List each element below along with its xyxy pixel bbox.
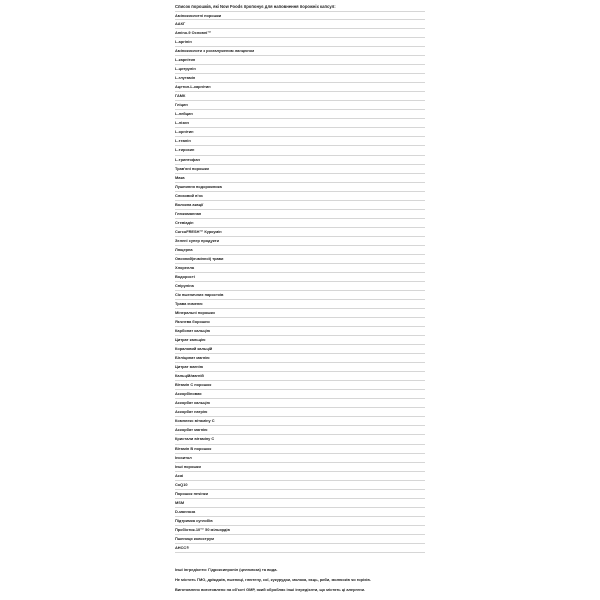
list-item: Інші порошки [175,463,425,472]
list-item: Мака [175,174,425,183]
list-item: Волокна акації [175,201,425,210]
list-item: L-карнітин [175,56,425,65]
list-item: Бігліцинат магнію [175,354,425,363]
list-item: Трав'яні порошки [175,165,425,174]
list-item: Порошок печінки [175,490,425,499]
list-item: Амінокислотні порошки [175,11,425,20]
list-item: Гліцин [175,101,425,110]
list-item: Овсяний(ячмінної) трави [175,255,425,264]
list-item: Ацетил-L-карнітин [175,83,425,92]
list-item: Аскорбат магнію [175,426,425,435]
list-item: L-триптофан [175,156,425,165]
list-item: Слизовий в'яз [175,192,425,201]
note-facility: Виготовлено виготовлено на об'єкті GMP, який обробляє інші інгредієнти, що містять ці алергени. [175,587,366,592]
list-item: Карбонат кальцію [175,327,425,336]
list-item: AHCC® [175,544,425,553]
list-item: Аскорбіновая [175,390,425,399]
list-item: Аскорбат кальцію [175,399,425,408]
list-item: Люцерна [175,246,425,255]
list-item: Кальцій/магній [175,372,425,381]
list-item: Цитрат кальцію [175,336,425,345]
list-item: CoQ10 [175,481,425,490]
list-item: Acai [175,472,425,481]
list-item: L-глутамін [175,74,425,83]
list-item: Зелені супер продукти [175,237,425,246]
list-item: Інозитол [175,454,425,463]
list-item: Вітамін С порошок [175,381,425,390]
list-item: L-цитрулін [175,65,425,74]
note-ingredients: Інші інгредієнти: Гідроксипропіл (целюлоза) та вода. [175,568,278,572]
list-item: D-манноза [175,508,425,517]
list-item: Яєчнева борошно [175,318,425,327]
list-item: Вітамін В порошок [175,445,425,454]
list-item: Стевіадін [175,219,425,228]
list-item: Сік пшеничних паростків [175,291,425,300]
list-item: Пшениця колострум [175,535,425,544]
list-item: ГАМК [175,92,425,101]
list-item: MSM [175,499,425,508]
list-item: CurcuFRESH™ Куркумін [175,228,425,237]
list-item: Кораловий кальцій [175,345,425,354]
list-item: Цитрат магнію [175,363,425,372]
list-item: Хлорелла [175,264,425,273]
list-item: Підтримка суглобів [175,517,425,526]
list-item: Спіруліна [175,282,425,291]
list-item: Amino-9 Основні™ [175,29,425,38]
list-item: L-тирозин [175,146,425,155]
list-item: Глюкоманнан [175,210,425,219]
list-item: ААКГ [175,20,425,29]
powder-list [175,11,425,553]
list-item: Аскорбат натрію [175,408,425,417]
list-item: Пробіотик-10™ 50 мільярдів [175,526,425,535]
list-item: Кристали вітаміну С [175,435,425,444]
list-item: Амінокислоти з розгалуженим ланцюгом [175,47,425,56]
notes-section [175,568,435,598]
intro-text: Список порошків, які Now Foods пропонує для наповнення порожніх капсул: [175,4,336,9]
list-item: L-орнітин [175,128,425,137]
list-item: L-аргінін [175,38,425,47]
list-item: Лушпиння подорожника [175,183,425,192]
document [175,3,425,553]
list-item: L-теанін [175,137,425,146]
note-allergens: Не містить ГМО, дріжджів, пшениці, глютену, сої, кукурудзи, молока, яєць, риби, молюсків чи горіхів. [175,577,371,582]
list-item: L-лізин [175,119,425,128]
list-item: Мінеральні порошки [175,309,425,318]
list-item: Водорості [175,273,425,282]
list-item: L-лейцин [175,110,425,119]
list-item: Трава ячменю [175,300,425,309]
list-item: Комплекс вітаміну С [175,417,425,426]
